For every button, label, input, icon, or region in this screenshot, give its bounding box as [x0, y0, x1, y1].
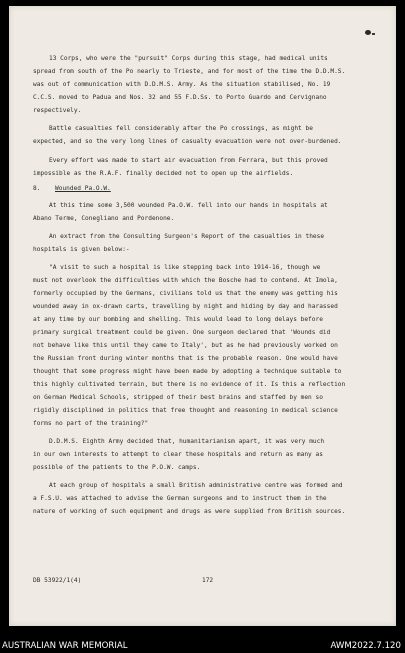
- ink-blot: [365, 30, 371, 35]
- item-id: AWM2022.7.120: [330, 641, 401, 651]
- text-line: An extract from the Consulting Surgeon's Report of the casualties in these: [49, 233, 325, 240]
- text-line: expected, and so the very long lines of casualty evacuation were not over-burdened.: [33, 138, 342, 145]
- quote-line: not behave like this until they came to Italy', but as he had previously worked on: [33, 342, 338, 349]
- text-line: a F.S.U. was attached to advise the German surgeons and to instruct them in the: [33, 495, 327, 502]
- document-reference: DB 53922/1(4): [33, 577, 82, 584]
- text-line: Every effort was made to start air evacuation from Ferrara, but this proved: [49, 157, 328, 164]
- text-line: Abano Terme, Conegliano and Pordenone.: [33, 215, 175, 222]
- section-number: 8.: [33, 185, 41, 192]
- text-line: hospitals is given below:-: [33, 246, 130, 253]
- text-line: D.D.M.S. Eighth Army decided that, humanitarianism apart, it was very much: [49, 438, 325, 445]
- text-line: in our own interests to attempt to clear these hospitals and return as many as: [33, 451, 323, 458]
- quote-line: rigidly disciplined in politics that free thought and reasoning in medical science: [33, 407, 338, 414]
- text-line: Battle casualties fell considerably after the Po crossings, as might be: [49, 125, 313, 132]
- quote-line: on German Medical Schools, stripped of their best brains and staffed by men so: [33, 394, 323, 401]
- quote-line: must not overlook the difficulties with which the Bosche had to contend. At Imola,: [33, 277, 338, 284]
- text-line: At each group of hospitals a small British administrative centre was formed and: [49, 482, 343, 489]
- text-line: At this time some 3,500 wounded Pa.O.W. fell into our hands in hospitals at: [49, 202, 328, 209]
- quote-line: this highly cultivated terrain, but there is no evidence of it. Is this a reflection: [33, 381, 346, 388]
- quote-line: at any time by our bombing and shelling. This would lead to long delays before: [33, 316, 323, 323]
- text-line: nature of working of such equipment and drugs as were supplied from British sources.: [33, 508, 346, 515]
- text-line: impossible as the R.A.F. finally decided not to open up the airfields.: [33, 170, 294, 177]
- quote-line: thought that some progress might have been made by adopting a technique suitable to: [33, 368, 342, 375]
- text-line: was out of communication with D.D.M.S. Army. As the situation stabilised, No. 19: [33, 81, 331, 88]
- quote-line: formerly occupied by the Germans, civilians told us that the enemy was getting his: [33, 290, 338, 297]
- ink-blot-small: [372, 33, 375, 35]
- page-number: 172: [202, 577, 214, 584]
- quote-line: the Russian front during winter months that is the probable reason. One would have: [33, 355, 338, 362]
- text-line: respectively.: [33, 107, 82, 114]
- caption-bar: [0, 640, 405, 653]
- quote-line: "A visit to such a hospital is like stepping back into 1914-16, though we: [49, 264, 321, 271]
- text-line: C.C.S. moved to Padua and Nos. 32 and 55 F.D.Ss. to Porto Guardo and Cervignano: [33, 94, 327, 101]
- document-page: [9, 6, 396, 626]
- text-line: spread from south of the Po nearly to Trieste, and for most of the time the D.D.M.S.: [33, 68, 346, 75]
- section-heading: Wounded Pa.O.W.: [55, 185, 111, 192]
- text-line: 13 Corps, who were the "pursuit" Corps during this stage, had medical units: [49, 55, 328, 62]
- quote-line: wounded away in ox-drawn carts, travelling by night and hiding by day and harassed: [33, 303, 338, 310]
- quote-line: forms no part of the training?": [33, 420, 149, 427]
- quote-line: primary surgical treatment could be given. One surgeon declared that 'Wounds did: [33, 329, 331, 336]
- text-line: possible of the patients to the P.O.W. camps.: [33, 464, 201, 471]
- institution-label: AUSTRALIAN WAR MEMORIAL: [2, 641, 128, 651]
